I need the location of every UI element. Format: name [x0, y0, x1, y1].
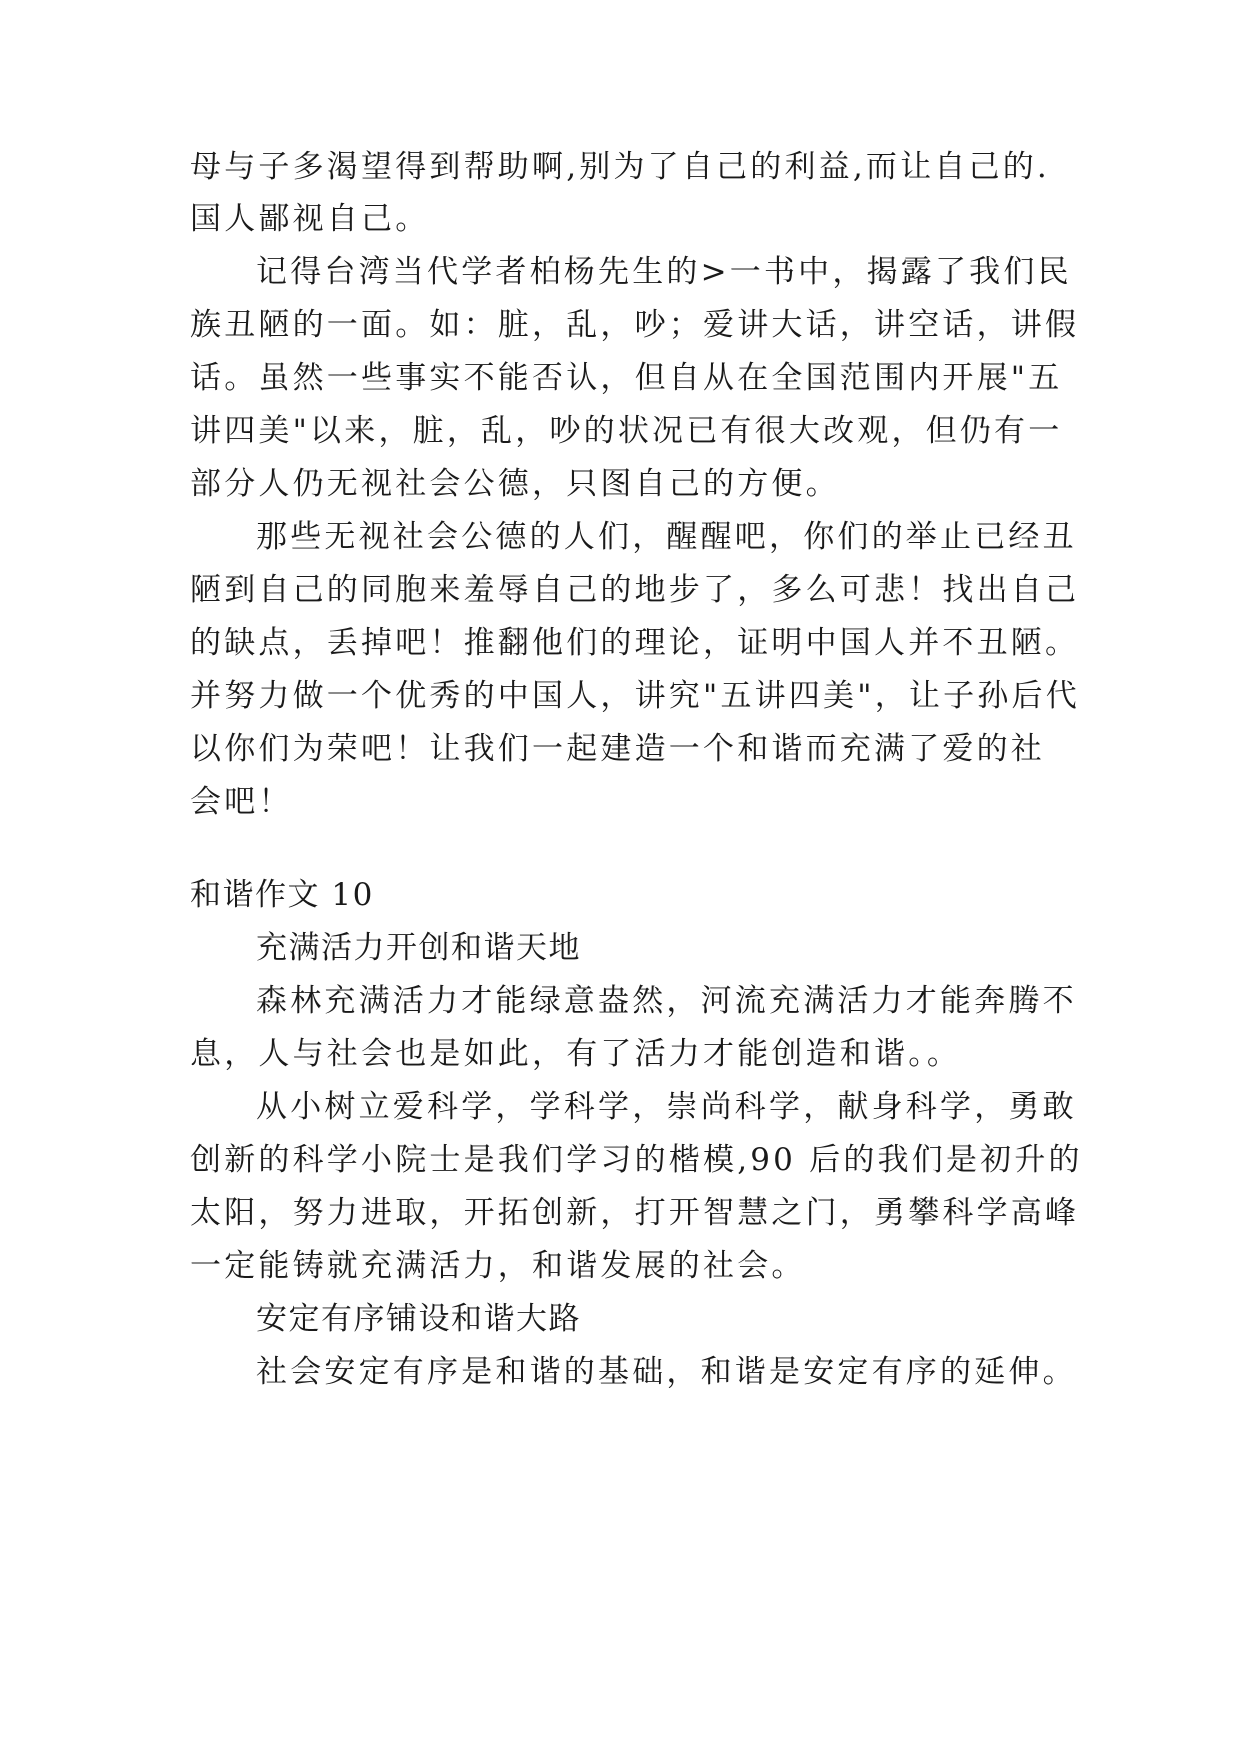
text-line: 创新的科学小院士是我们学习的楷模,90 后的我们是初升的 — [190, 1142, 1083, 1178]
text-line: 一定能铸就充满活力，和谐发展的社会。 — [190, 1248, 806, 1284]
paragraph-first-line: 社会安定有序是和谐的基础，和谐是安定有序的延伸。 — [256, 1354, 1077, 1390]
text-line: 的缺点，丢掉吧！推翻他们的理论，证明中国人并不丑陋。 — [190, 625, 1080, 661]
text-line: 并努力做一个优秀的中国人，讲究"五讲四美"，让子孙后代 — [190, 678, 1080, 714]
text-line: 以你们为荣吧！让我们一起建造一个和谐而充满了爱的社 — [190, 731, 1045, 767]
paragraph-first-line: 森林充满活力才能绿意盎然，河流充满活力才能奔腾不 — [256, 983, 1077, 1019]
text-line: 族丑陋的一面。如：脏，乱，吵；爱讲大话，讲空话，讲假 — [190, 307, 1080, 343]
text-line: 会吧！ — [190, 784, 293, 820]
text-line: 陋到自己的同胞来羞辱自己的地步了，多么可悲！找出自己 — [190, 572, 1080, 608]
paragraph-first-line: 那些无视社会公德的人们，醒醒吧，你们的举止已经丑 — [256, 519, 1077, 555]
text-line: 母与子多渴望得到帮助啊,别为了自己的利益,而让自己的. — [190, 149, 1050, 185]
section-heading: 和谐作文 10 — [190, 877, 374, 913]
text-line: 讲四美"以来，脏，乱，吵的状况已有很大改观，但仍有一 — [190, 413, 1063, 449]
text-line: 话。虽然一些事实不能否认，但自从在全国范围内开展"五 — [190, 360, 1063, 396]
text-line: 部分人仍无视社会公德，只图自己的方便。 — [190, 466, 840, 502]
paragraph-first-line: 从小树立爱科学，学科学，崇尚科学，献身科学，勇敢 — [256, 1089, 1077, 1125]
text-line: 国人鄙视自己。 — [190, 201, 430, 237]
paragraph-first-line: 记得台湾当代学者柏杨先生的>一书中，揭露了我们民 — [256, 254, 1072, 290]
subheading: 充满活力开创和谐天地 — [256, 930, 581, 966]
text-line: 息，人与社会也是如此，有了活力才能创造和谐。。 — [190, 1036, 962, 1072]
text-line: 太阳，努力进取，开拓创新，打开智慧之门，勇攀科学高峰 — [190, 1195, 1080, 1231]
subheading: 安定有序铺设和谐大路 — [256, 1301, 581, 1337]
